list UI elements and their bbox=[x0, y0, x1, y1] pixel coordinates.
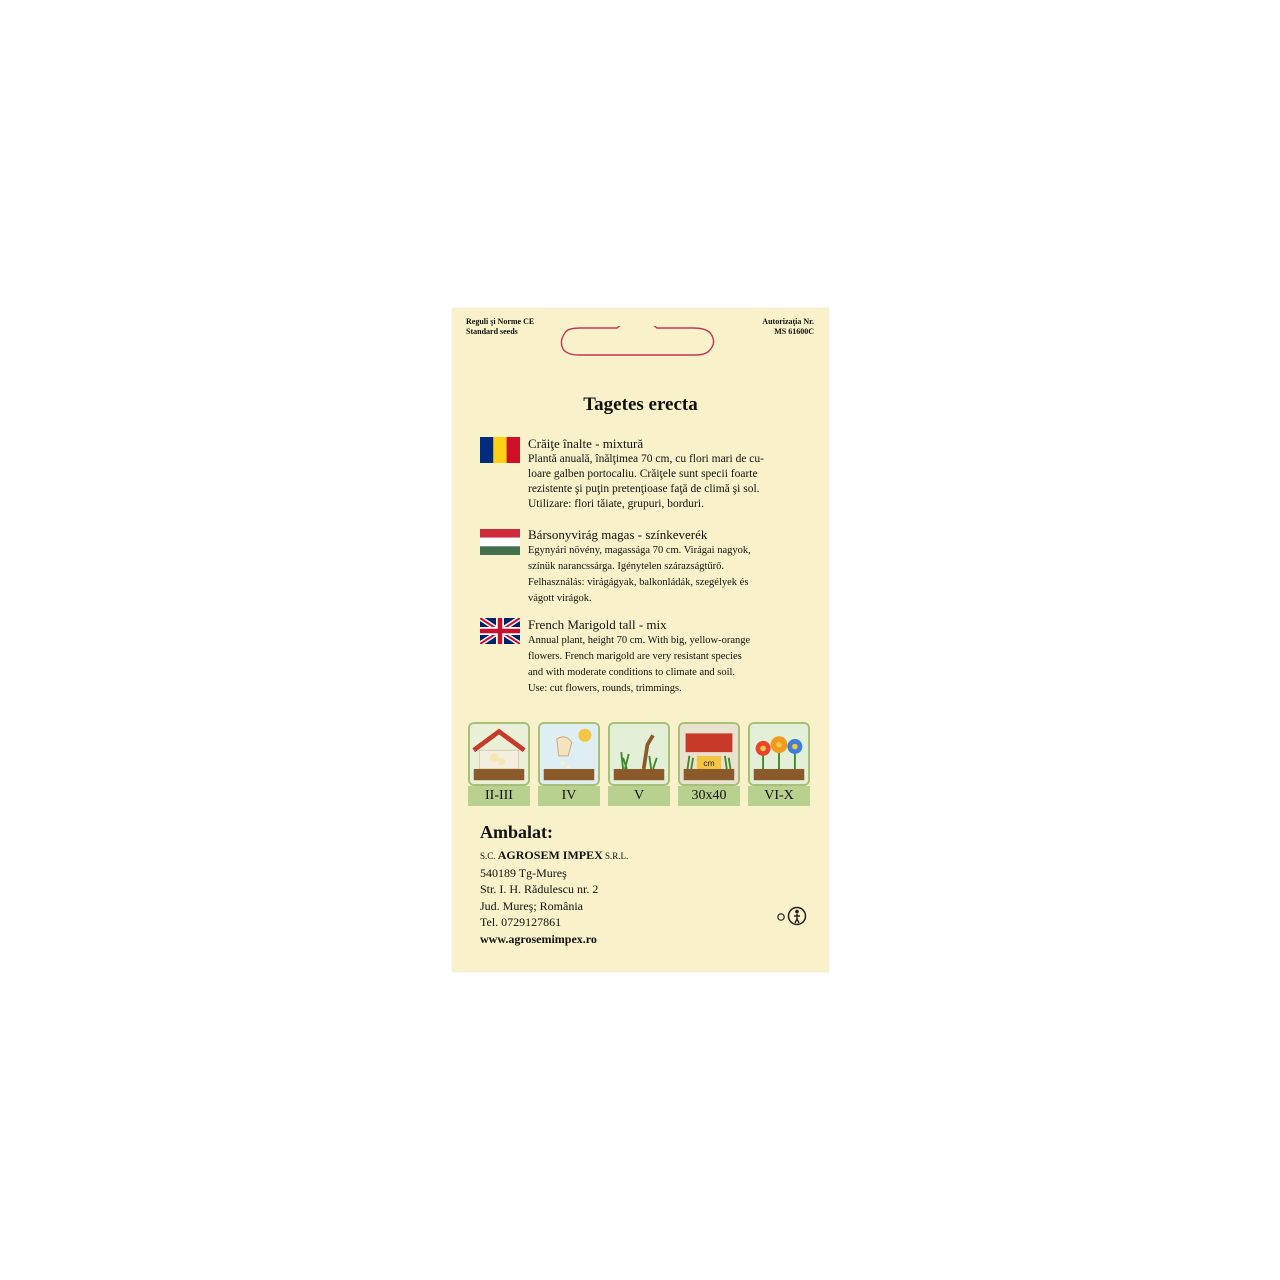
packer-company bbox=[480, 847, 628, 865]
packaging-marks bbox=[776, 906, 808, 926]
section-romanian-text bbox=[528, 436, 813, 512]
packer-address bbox=[480, 847, 628, 947]
authorization-note-line1: Autorizaţia Nr. bbox=[762, 317, 814, 326]
uk-flag-icon bbox=[480, 618, 520, 644]
transplanting-icon bbox=[608, 722, 670, 786]
flowering-icon bbox=[748, 722, 810, 786]
outdoor-sowing-icon bbox=[538, 722, 600, 786]
section-hungarian-line: színük narancssárga. Igénytelen szárazságtűrő. bbox=[528, 561, 725, 572]
section-english-text bbox=[528, 617, 813, 697]
section-hungarian bbox=[480, 527, 810, 611]
section-romanian-line: loare galben portocaliu. Crăiţele sunt specii foarte bbox=[528, 468, 758, 480]
icon-label-spacing: 30x40 bbox=[678, 786, 740, 806]
icon-card-spacing bbox=[678, 722, 740, 806]
tidyman-icon bbox=[789, 908, 806, 925]
icon-card-flowering bbox=[748, 722, 810, 806]
packer-postal-city: 540189 Tg-Mureş bbox=[480, 865, 567, 880]
section-english-line: Annual plant, height 70 cm. With big, yellow-orange bbox=[528, 635, 751, 646]
section-romanian-line: Plantă anuală, înălţimea 70 cm, cu flori mari de cu- bbox=[528, 453, 764, 465]
company-name: AGROSEM IMPEX bbox=[497, 848, 603, 862]
standard-note-line2: Standard seeds bbox=[466, 327, 518, 336]
section-english-line: Use: cut flowers, rounds, trimmings. bbox=[528, 683, 682, 694]
authorization-note-line2: MS 61600C bbox=[774, 327, 814, 336]
section-hungarian-heading: Bársonyvirág magas - színkeverék bbox=[528, 527, 708, 542]
section-romanian bbox=[480, 436, 810, 520]
section-hungarian-line: vágott virágok. bbox=[528, 593, 592, 604]
packer-heading: Ambalat: bbox=[480, 822, 553, 842]
authorization-note bbox=[762, 317, 814, 337]
standard-note bbox=[466, 317, 534, 337]
standard-note-line1: Reguli şi Norme CE bbox=[466, 317, 535, 326]
section-english-line: flowers. French marigold are very resistant species bbox=[528, 651, 742, 662]
spacing-icon bbox=[678, 722, 740, 786]
icon-card-sowing-greenhouse bbox=[468, 722, 530, 806]
section-hungarian-line: Egynyári növény, magassága 70 cm. Virágai nagyok, bbox=[528, 545, 751, 556]
recycle-icon bbox=[778, 914, 784, 920]
section-english bbox=[480, 617, 810, 701]
packer-county: Jud. Mureş; România bbox=[480, 898, 583, 913]
packer-phone: Tel. 0729127861 bbox=[480, 915, 562, 929]
hang-hole-outline bbox=[557, 326, 717, 356]
hungary-flag-icon bbox=[480, 529, 520, 555]
section-english-line: and with moderate conditions to climate and soil. bbox=[528, 667, 736, 678]
icon-label-sowing-greenhouse: II-III bbox=[468, 786, 530, 806]
greenhouse-sowing-icon bbox=[468, 722, 530, 786]
section-hungarian-line: Felhasználás: virágágyak, balkonládák, szegélyek és bbox=[528, 577, 749, 588]
icon-label-sowing-outdoor: IV bbox=[538, 786, 600, 806]
cultivation-icons bbox=[468, 722, 813, 806]
packer-website: www.agrosemimpex.ro bbox=[480, 931, 597, 946]
species-title: Tagetes erecta bbox=[583, 394, 698, 415]
icon-label-transplanting: V bbox=[608, 786, 670, 806]
romania-flag-icon bbox=[480, 437, 520, 463]
icon-card-transplanting bbox=[608, 722, 670, 806]
section-romanian-line: Utilizare: flori tăiate, grupuri, borduri. bbox=[528, 498, 704, 510]
packer-street: Str. I. H. Rădulescu nr. 2 bbox=[480, 882, 599, 896]
company-prefix: S.C. bbox=[480, 851, 496, 861]
section-romanian-heading: Crăiţe înalte - mixtură bbox=[528, 436, 644, 451]
section-english-heading: French Marigold tall - mix bbox=[528, 617, 667, 632]
section-hungarian-text bbox=[528, 527, 813, 607]
company-suffix: S.R.L. bbox=[605, 851, 629, 861]
icon-card-sowing-outdoor bbox=[538, 722, 600, 806]
seed-packet-back bbox=[452, 308, 829, 972]
spacing-unit-text: cm bbox=[703, 758, 715, 769]
section-romanian-line: rezistente şi puţin pretenţioase faţă de climă şi sol. bbox=[528, 483, 760, 495]
icon-label-flowering: VI-X bbox=[748, 786, 810, 806]
